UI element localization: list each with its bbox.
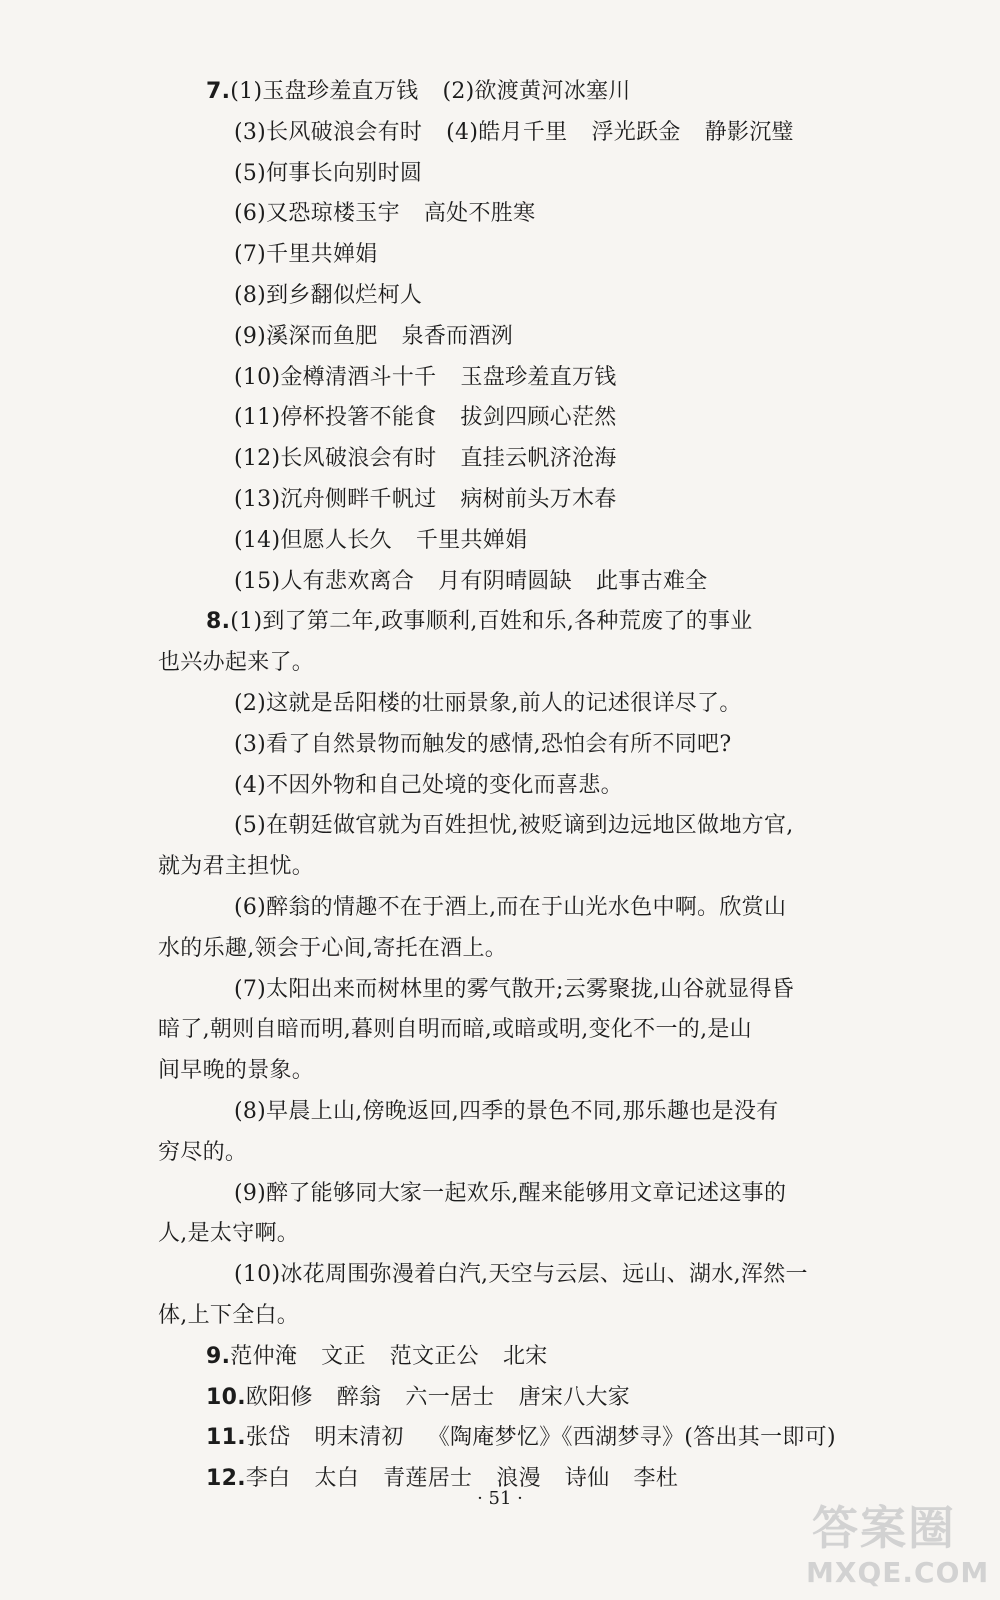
q8-line-14: 穷尽的。 bbox=[158, 1139, 248, 1165]
q7-line-4: (6)又恐琼楼玉宇 高处不胜寒 bbox=[234, 201, 536, 227]
q9-number: 9. bbox=[206, 1343, 231, 1369]
q8-line-10: (7)太阳出来而树林里的雾气散开;云雾聚拢,山谷就显得昏 bbox=[234, 976, 794, 1002]
q7-line-11: (13)沉舟侧畔千帆过 病树前头万木春 bbox=[234, 486, 617, 512]
q11-line: 11.张岱 明末清初 《陶庵梦忆》《西湖梦寻》(答出其一即可) bbox=[206, 1425, 836, 1451]
q8-line-17: (10)冰花周围弥漫着白汽,天空与云层、远山、湖水,浑然一 bbox=[234, 1262, 808, 1288]
q7-line-6: (8)到乡翻似烂柯人 bbox=[234, 282, 423, 308]
q8-line-4: (3)看了自然景物而触发的感情,恐怕会有所不同吧? bbox=[234, 731, 732, 757]
answer-content bbox=[158, 72, 836, 1500]
q10-line: 10.欧阳修 醉翁 六一居士 唐宋八大家 bbox=[206, 1384, 631, 1410]
q10-number: 10. bbox=[206, 1384, 246, 1410]
q8-line-9: 水的乐趣,领会于心间,寄托在酒上。 bbox=[158, 935, 508, 961]
q8-line-13: (8)早晨上山,傍晚返回,四季的景色不同,那乐趣也是没有 bbox=[234, 1098, 779, 1124]
watermark-url: MXQE.COM bbox=[806, 1556, 990, 1589]
q9-line: 9.范仲淹 文正 范文正公 北宋 bbox=[206, 1343, 548, 1369]
q8-line-11: 暗了,朝则自暗而明,暮则自明而暗,或暗或明,变化不一的,是山 bbox=[158, 1017, 752, 1043]
q8-line-7: 就为君主担忧。 bbox=[158, 854, 315, 880]
q7-line-12: (14)但愿人长久 千里共婵娟 bbox=[234, 527, 528, 553]
q8-line-5: (4)不因外物和自己处境的变化而喜悲。 bbox=[234, 772, 623, 798]
q7-line-13: (15)人有悲欢离合 月有阴晴圆缺 此事古难全 bbox=[234, 568, 708, 594]
q8-line-8: (6)醉翁的情趣不在于酒上,而在于山光水色中啊。欣赏山 bbox=[234, 894, 787, 920]
q7-line-9: (11)停杯投箸不能食 拔剑四顾心茫然 bbox=[234, 405, 617, 431]
q7-number: 7. bbox=[206, 79, 231, 104]
q7-line-2: (3)长风破浪会有时 (4)皓月千里 浮光跃金 静影沉璧 bbox=[234, 119, 794, 145]
q12-line: 12.李白 太白 青莲居士 浪漫 诗仙 李杜 bbox=[206, 1466, 679, 1492]
q12-number: 12. bbox=[206, 1466, 246, 1492]
q7-line-8: (10)金樽清酒斗十千 玉盘珍羞直万钱 bbox=[234, 364, 617, 390]
q8-line-12: 间早晚的景象。 bbox=[158, 1058, 315, 1084]
q8-line-6: (5)在朝廷做官就为百姓担忧,被贬谪到边远地区做地方官, bbox=[234, 813, 794, 839]
q8-line-1: 8.(1)到了第二年,政事顺利,百姓和乐,各种荒废了的事业 bbox=[206, 609, 753, 635]
q7-line-7: (9)溪深而鱼肥 泉香而酒洌 bbox=[234, 323, 514, 349]
q8-line-3: (2)这就是岳阳楼的壮丽景象,前人的记述很详尽了。 bbox=[234, 690, 742, 716]
q8-number: 8. bbox=[206, 609, 231, 635]
q8-line-18: 体,上下全白。 bbox=[158, 1302, 300, 1328]
q8-line-15: (9)醉了能够同大家一起欢乐,醒来能够用文章记述这事的 bbox=[234, 1180, 787, 1206]
q7-line-5: (7)千里共婵娟 bbox=[234, 242, 378, 268]
watermark-logo-text: 答案圈 bbox=[812, 1501, 956, 1555]
watermark-logo bbox=[792, 1492, 988, 1592]
q8-line-2: 也兴办起来了。 bbox=[158, 650, 315, 676]
q11-number: 11. bbox=[206, 1425, 246, 1451]
q7-line-3: (5)何事长向别时圆 bbox=[234, 160, 423, 186]
q8-line-16: 人,是太守啊。 bbox=[158, 1221, 300, 1247]
q7-line-1: 7.(1)玉盘珍羞直万钱 (2)欲渡黄河冰塞川 bbox=[206, 79, 631, 104]
page-number: · 51 · bbox=[477, 1488, 523, 1509]
q7-line-10: (12)长风破浪会有时 直挂云帆济沧海 bbox=[234, 446, 617, 472]
